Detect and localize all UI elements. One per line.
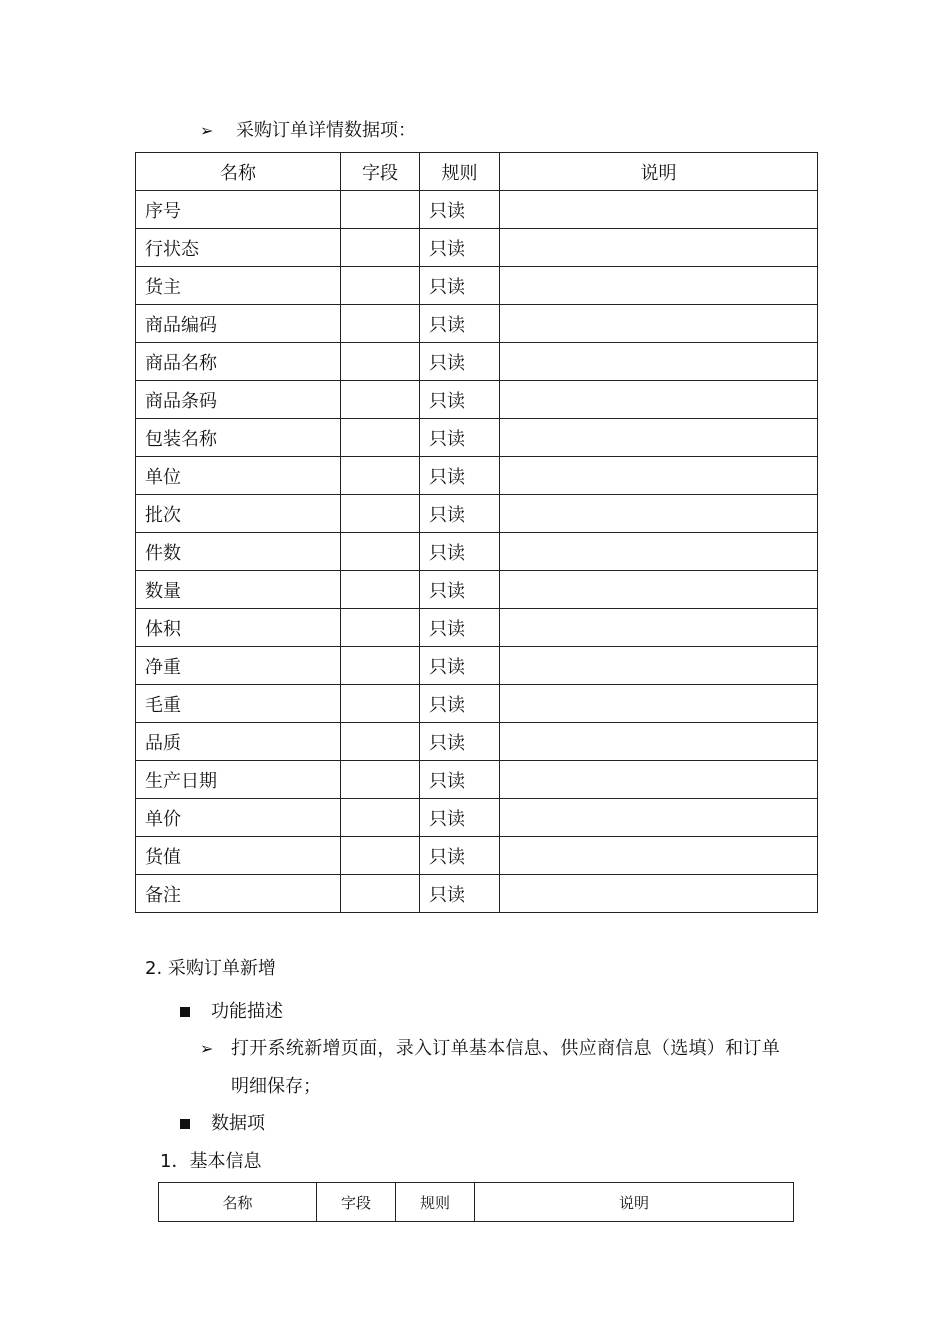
detail-section-heading: 采购订单详情数据项： xyxy=(236,120,416,141)
cell-rule: 只读 xyxy=(420,837,500,875)
cell-field xyxy=(341,609,420,647)
table-row xyxy=(136,685,818,723)
cell-description xyxy=(500,191,818,229)
table-row xyxy=(136,305,818,343)
cell-name: 行状态 xyxy=(136,229,341,267)
cell-name: 毛重 xyxy=(136,685,341,723)
table-row xyxy=(136,343,818,381)
cell-rule: 只读 xyxy=(420,229,500,267)
cell-description xyxy=(500,571,818,609)
header-field: 字段 xyxy=(317,1183,396,1222)
cell-name: 单价 xyxy=(136,799,341,837)
cell-field xyxy=(341,571,420,609)
cell-description xyxy=(500,761,818,799)
cell-field xyxy=(341,267,420,305)
cell-name: 品质 xyxy=(136,723,341,761)
table-row xyxy=(136,457,818,495)
table-row xyxy=(136,723,818,761)
table-row xyxy=(136,647,818,685)
table-row xyxy=(136,875,818,913)
cell-name: 货值 xyxy=(136,837,341,875)
table-row xyxy=(136,267,818,305)
table-row xyxy=(136,381,818,419)
basic-info-heading: 1．基本信息 xyxy=(160,1151,262,1172)
cell-field xyxy=(341,723,420,761)
cell-field xyxy=(341,837,420,875)
header-field: 字段 xyxy=(341,153,420,191)
cell-name: 商品条码 xyxy=(136,381,341,419)
cell-rule: 只读 xyxy=(420,419,500,457)
header-rule: 规则 xyxy=(420,153,500,191)
cell-rule: 只读 xyxy=(420,875,500,913)
table-row xyxy=(136,229,818,267)
header-description: 说明 xyxy=(475,1183,794,1222)
arrow-bullet-icon: ➢ xyxy=(200,121,214,140)
cell-field xyxy=(341,799,420,837)
header-name: 名称 xyxy=(136,153,341,191)
cell-name: 生产日期 xyxy=(136,761,341,799)
cell-rule: 只读 xyxy=(420,533,500,571)
cell-field xyxy=(341,533,420,571)
cell-rule: 只读 xyxy=(420,457,500,495)
table-row xyxy=(136,419,818,457)
table-row xyxy=(136,191,818,229)
cell-description xyxy=(500,419,818,457)
data-items-title: 数据项 xyxy=(211,1113,265,1134)
cell-name: 商品名称 xyxy=(136,343,341,381)
cell-name: 单位 xyxy=(136,457,341,495)
cell-rule: 只读 xyxy=(420,267,500,305)
cell-field xyxy=(341,419,420,457)
cell-rule: 只读 xyxy=(420,343,500,381)
cell-description xyxy=(500,533,818,571)
cell-field xyxy=(341,685,420,723)
table-row xyxy=(136,837,818,875)
cell-field xyxy=(341,495,420,533)
cell-name: 包装名称 xyxy=(136,419,341,457)
table-header-row xyxy=(159,1183,794,1222)
table-row xyxy=(136,533,818,571)
cell-description xyxy=(500,609,818,647)
cell-rule: 只读 xyxy=(420,761,500,799)
cell-field xyxy=(341,875,420,913)
header-rule: 规则 xyxy=(396,1183,475,1222)
cell-description xyxy=(500,685,818,723)
table-row xyxy=(136,761,818,799)
function-description-title: 功能描述 xyxy=(211,1001,283,1022)
cell-description xyxy=(500,305,818,343)
cell-name: 体积 xyxy=(136,609,341,647)
cell-name: 批次 xyxy=(136,495,341,533)
cell-rule: 只读 xyxy=(420,495,500,533)
cell-rule: 只读 xyxy=(420,799,500,837)
detail-data-items-table xyxy=(135,152,818,913)
cell-field xyxy=(341,305,420,343)
cell-name: 数量 xyxy=(136,571,341,609)
cell-description xyxy=(500,723,818,761)
cell-field xyxy=(341,343,420,381)
table-row xyxy=(136,609,818,647)
table-row xyxy=(136,571,818,609)
cell-description xyxy=(500,267,818,305)
cell-rule: 只读 xyxy=(420,723,500,761)
cell-description xyxy=(500,495,818,533)
cell-field xyxy=(341,761,420,799)
cell-rule: 只读 xyxy=(420,305,500,343)
cell-description xyxy=(500,343,818,381)
cell-name: 备注 xyxy=(136,875,341,913)
cell-name: 件数 xyxy=(136,533,341,571)
table-row xyxy=(136,495,818,533)
square-bullet-icon xyxy=(180,1119,190,1129)
cell-field xyxy=(341,229,420,267)
cell-field xyxy=(341,457,420,495)
cell-field xyxy=(341,647,420,685)
function-description-line-2: 明细保存； xyxy=(231,1076,321,1097)
cell-rule: 只读 xyxy=(420,381,500,419)
new-order-section-heading: 2. 采购订单新增 xyxy=(145,958,276,979)
cell-rule: 只读 xyxy=(420,685,500,723)
cell-description xyxy=(500,647,818,685)
cell-name: 商品编码 xyxy=(136,305,341,343)
function-description-line-1: 打开系统新增页面，录入订单基本信息、供应商信息（选填）和订单 xyxy=(231,1038,780,1059)
square-bullet-icon xyxy=(180,1007,190,1017)
cell-description xyxy=(500,837,818,875)
cell-rule: 只读 xyxy=(420,609,500,647)
arrow-bullet-icon: ➢ xyxy=(200,1039,214,1058)
cell-description xyxy=(500,875,818,913)
cell-name: 净重 xyxy=(136,647,341,685)
table-header-row xyxy=(136,153,818,191)
cell-rule: 只读 xyxy=(420,191,500,229)
cell-field xyxy=(341,191,420,229)
cell-description xyxy=(500,381,818,419)
cell-description xyxy=(500,457,818,495)
table-row xyxy=(136,799,818,837)
cell-name: 货主 xyxy=(136,267,341,305)
cell-name: 序号 xyxy=(136,191,341,229)
basic-info-table xyxy=(158,1182,794,1222)
cell-rule: 只读 xyxy=(420,647,500,685)
cell-rule: 只读 xyxy=(420,571,500,609)
cell-field xyxy=(341,381,420,419)
cell-description xyxy=(500,229,818,267)
header-description: 说明 xyxy=(500,153,818,191)
header-name: 名称 xyxy=(159,1183,317,1222)
cell-description xyxy=(500,799,818,837)
